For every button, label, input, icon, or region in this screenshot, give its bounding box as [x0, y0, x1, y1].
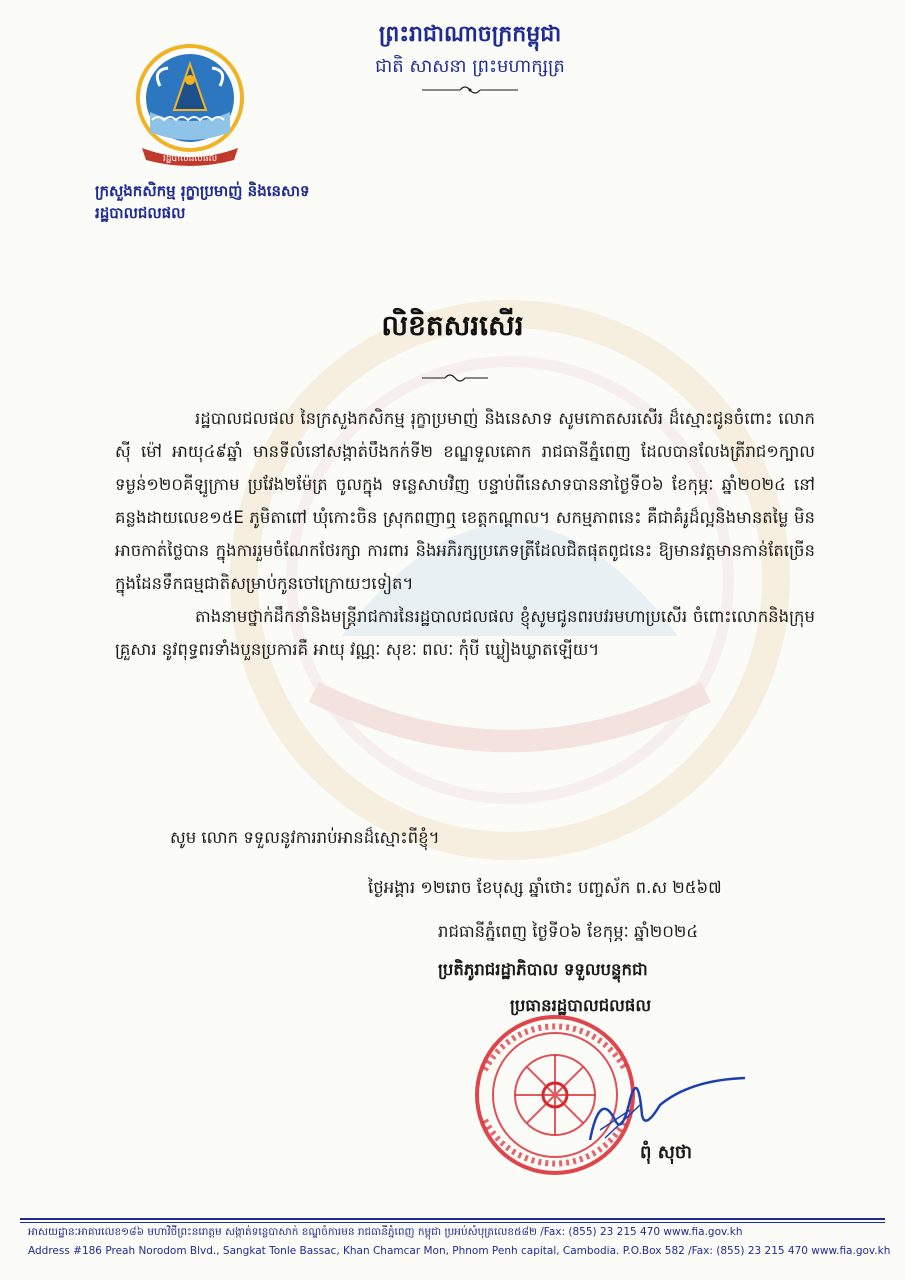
closing-line: សូម លោក ទទួលនូវការរាប់អានដ៏ស្មោះពីខ្ញុំ។	[170, 828, 440, 847]
letter-body	[115, 402, 815, 666]
ministry-name	[95, 180, 355, 224]
title-ornament-icon	[420, 372, 490, 384]
footer-address-english: Address #186 Preah Norodom Blvd., Sangkat Tonle Bassac, Khan Chamcar Mon, Phnom Penh capital, Cambodia. P.O.Box 582 /Fax: (855) 23 215 470 www.fia.gov.kh	[28, 1245, 891, 1257]
ornament-divider-icon	[420, 84, 520, 96]
signer-title: ប្រតិភូរាជរដ្ឋាភិបាល ទទួលបន្ទុកជា	[438, 960, 648, 979]
solar-date: រាជធានីភ្នំពេញ ថ្ងៃទី០៦ ខែកុម្ភៈ ឆ្នាំ២០២៤	[438, 922, 699, 941]
national-motto: ជាតិ សាសនា ព្រះមហាក្សត្រ	[375, 56, 565, 77]
footer-divider-thin	[20, 1222, 885, 1223]
kingdom-header	[300, 18, 640, 96]
footer-address-khmer: អាសយដ្ឋានៈអាគារលេខ១៨៦ មហាវិថីព្រះនរោត្តម សង្កាត់ទន្លេបាសាក់ ខណ្ឌចំការមន រាជធានីភ្នំពេញ កម្ពុជា ប្រអប់សំបុត្រលេខ៥៨២ /Fax: (855) 23 215 470 www.fia.gov.kh	[28, 1226, 743, 1238]
signer-name: ពុំ សុថា	[640, 1142, 692, 1163]
footer-divider	[20, 1218, 885, 1220]
signature-icon	[560, 1060, 750, 1150]
ministry-logo	[130, 40, 250, 168]
kingdom-name: ព្រះរាជាណាចក្រកម្ពុជា	[378, 22, 562, 47]
paragraph-2: តាងនាមថ្នាក់ដឹកនាំនិងមន្ត្រីរាជការនៃរដ្ឋបាលជលផល ខ្ញុំសូមជូនពរបវរមហាប្រសើរ ចំពោះលោកនិងក្រុមគ្រួសារ នូវពុទ្ធពរទាំងបួនប្រការគឺ អាយុ វណ្ណៈ សុខៈ ពលៈ កុំបី ឃ្លៀងឃ្លាតឡើយ។	[115, 607, 815, 659]
signer-role: ប្រធានរដ្ឋបាលជលផល	[510, 996, 652, 1015]
logo-ribbon-text: រដ្ឋបាលជលផល	[162, 154, 218, 164]
lunar-date: ថ្ងៃអង្គារ ១២រោច ខែបុស្ស ឆ្នាំថោះ បញ្ចស័ក ព.ស ២៥៦៧	[368, 878, 722, 897]
ministry-line1: ក្រសួងកសិកម្ម រុក្ខាប្រមាញ់ និងនេសាទ	[95, 182, 310, 200]
paragraph-1: រដ្ឋបាលជលផល នៃក្រសួងកសិកម្ម រុក្ខាប្រមាញ់ និងនេសាទ សូមកោតសរសើរ ដ៏ស្មោះជូនចំពោះ លោក ស៊ី ម៉ៅ អាយុ៤៩ឆ្នាំ មានទីលំនៅសង្កាត់បឹងកក់ទី២ ខណ្ឌទួលគោក រាជធានីភ្នំពេញ ដែលបានលែងត្រីរាជ១ក្បាល ទម្ងន់១២០គីឡូក្រាម ប្រវែង២ម៉ែត្រ ចូលក្នុង ទន្លេសាបវិញ បន្ទាប់ពីនេសាទបាននាថ្ងៃទី០៦ ខែកុម្ភៈ ឆ្នាំ២០២៤ នៅគន្លងដាយលេខ១៥E ភូមិតាពៅ ឃុំកោះចិន ស្រុកពញាឮ ខេត្តកណ្ដាល។ សកម្មភាពនេះ គឺជាគំរូដ៏ល្អនិងមានតម្លៃ មិនអាចកាត់ថ្លៃបាន ក្នុងការរួមចំណែកថែរក្សា ការពារ និងអភិរក្សប្រភេទត្រីដែលជិតផុតពូជនេះ ឱ្យមានវត្តមានកាន់តែច្រើនក្នុងដែនទឹកធម្មជាតិសម្រាប់កូនចៅក្រោយៗទៀត។	[115, 409, 815, 593]
letter-title: លិខិតសរសើរ	[381, 309, 524, 342]
ministry-line2: រដ្ឋបាលជលផល	[95, 204, 186, 222]
